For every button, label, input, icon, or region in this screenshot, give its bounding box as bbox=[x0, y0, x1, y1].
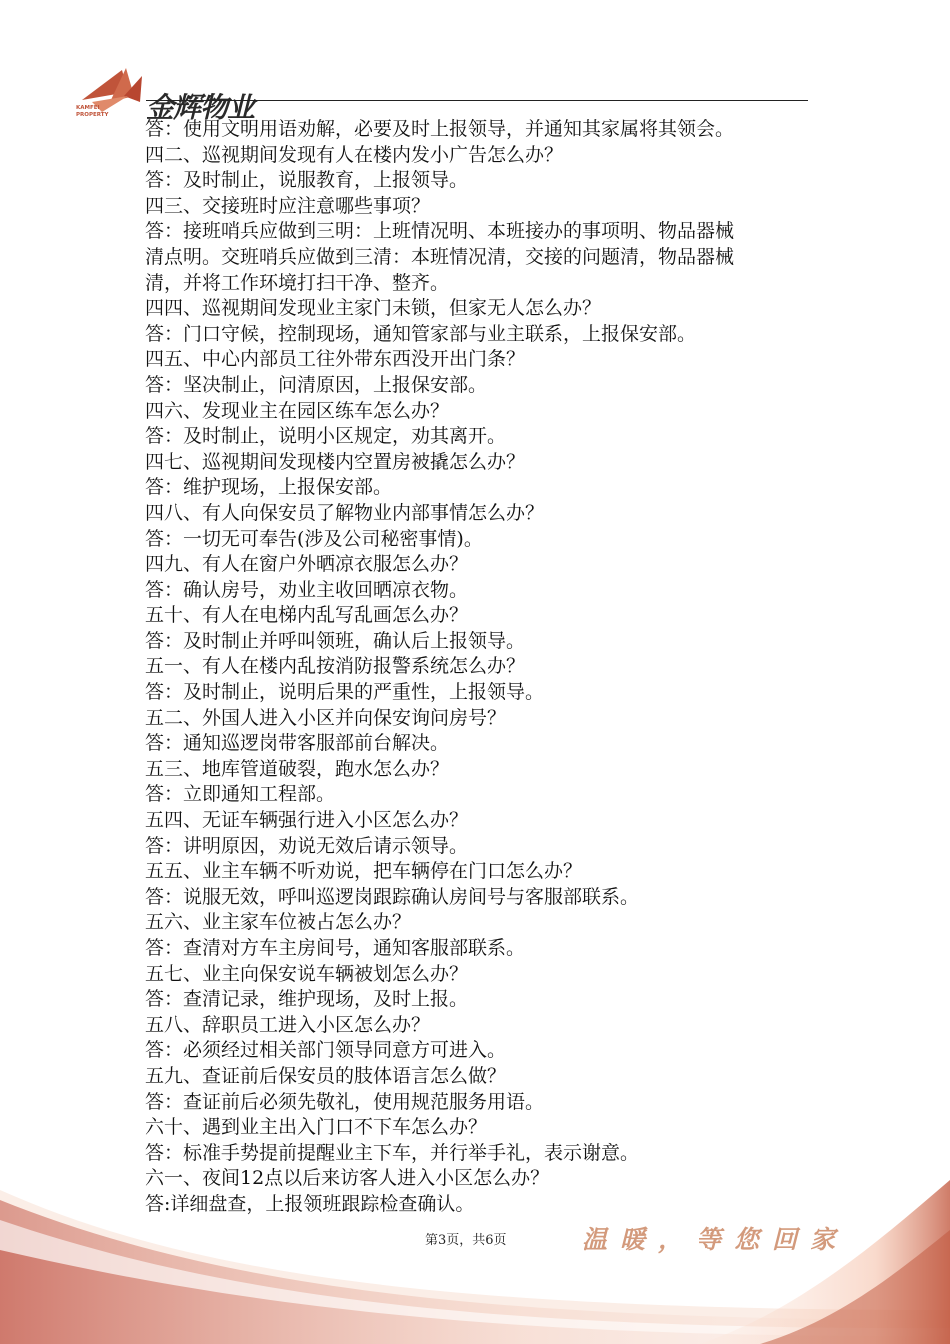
text-line: 四六、发现业主在园区练车怎么办？ bbox=[145, 399, 450, 422]
page-number: 第3页，共6页 bbox=[425, 1233, 507, 1248]
header-rule bbox=[146, 100, 808, 101]
text-line: 答：查清对方车主房间号，通知客服部联系。 bbox=[145, 937, 526, 959]
text-line: 五四、无证车辆强行进入小区怎么办？ bbox=[145, 809, 469, 832]
svg-text:PROPERTY: PROPERTY bbox=[76, 112, 109, 118]
text-line: 四七、巡视期间发现楼内空置房被撬怎么办？ bbox=[145, 450, 526, 473]
text-line: 五七、业主向保安说车辆被划怎么办？ bbox=[145, 962, 469, 985]
text-line: 答：讲明原因，劝说无效后请示领导。 bbox=[145, 834, 469, 857]
text-line: 清，并将工作环境打扫干净、整齐。 bbox=[145, 271, 450, 294]
text-line: 四四、巡视期间发现业主家门未锁，但家无人怎么办？ bbox=[145, 297, 602, 320]
text-line: 四九、有人在窗户外晒凉衣服怎么办？ bbox=[145, 553, 469, 576]
text-line: 答：说服无效，呼叫巡逻岗跟踪确认房间号与客服部联系。 bbox=[145, 885, 640, 908]
text-line: 答：查清记录，维护现场，及时上报。 bbox=[145, 988, 469, 1011]
text-line: 五十、有人在电梯内乱写乱画怎么办？ bbox=[145, 604, 469, 627]
text-line: 答：门口守候，控制现场，通知管家部与业主联系，上报保安部。 bbox=[145, 322, 697, 345]
text-line: 答：一切无可奉告(涉及公司秘密事情)。 bbox=[145, 527, 483, 550]
text-line: 四二、巡视期间发现有人在楼内发小广告怎么办？ bbox=[145, 143, 564, 166]
text-line: 六十、遇到业主出入门口不下车怎么办？ bbox=[145, 1116, 488, 1139]
text-line: 答：维护现场，上报保安部。 bbox=[145, 476, 393, 499]
text-line: 答：立即通知工程部。 bbox=[145, 783, 336, 806]
text-line: 答：标准手势提前提醒业主下车，并行举手礼，表示谢意。 bbox=[145, 1141, 640, 1164]
text-line: 答：及时制止，说明小区规定，劝其离开。 bbox=[145, 425, 507, 448]
text-line: 四八、有人向保安员了解物业内部事情怎么办？ bbox=[145, 501, 545, 524]
footer-slogan: 温暖，等您回家 bbox=[582, 1225, 849, 1254]
text-line: 六一、夜间12点以后来访客人进入小区怎么办？ bbox=[145, 1167, 550, 1190]
text-line: 答：接班哨兵应做到三明：上班情况明、本班接办的事项明、物品器械 bbox=[145, 220, 735, 243]
text-line: 四三、交接班时应注意哪些事项？ bbox=[145, 194, 431, 217]
document-body bbox=[145, 117, 825, 1218]
text-line: 答：及时制止，说服教育，上报领导。 bbox=[145, 169, 469, 192]
svg-text:KAMFEI: KAMFEI bbox=[76, 105, 100, 111]
text-line: 五六、业主家车位被占怎么办？ bbox=[145, 911, 412, 934]
text-line: 五五、业主车辆不听劝说，把车辆停在门口怎么办？ bbox=[145, 860, 583, 883]
text-line: 答：使用文明用语劝解，必要及时上报领导，并通知其家属将其领会。 bbox=[145, 118, 735, 140]
text-line: 答：及时制止并呼叫领班，确认后上报领导。 bbox=[145, 629, 526, 652]
text-line: 五九、查证前后保安员的肢体语言怎么做？ bbox=[145, 1064, 507, 1087]
text-line: 答：确认房号，劝业主收回晒凉衣物。 bbox=[145, 578, 469, 601]
text-line: 答：通知巡逻岗带客服部前台解决。 bbox=[145, 732, 450, 755]
text-line: 五一、有人在楼内乱按消防报警系统怎么办？ bbox=[145, 655, 526, 678]
text-line: 五三、地库管道破裂，跑水怎么办？ bbox=[145, 757, 450, 780]
text-line: 答：坚决制止，问清原因，上报保安部。 bbox=[145, 373, 488, 396]
text-line: 答:详细盘查，上报领班跟踪检查确认。 bbox=[145, 1192, 475, 1215]
text-line: 四五、中心内部员工往外带东西没开出门条？ bbox=[145, 348, 526, 371]
text-line: 答：查证前后必须先敬礼，使用规范服务用语。 bbox=[145, 1090, 545, 1113]
text-line: 五八、辞职员工进入小区怎么办？ bbox=[145, 1013, 431, 1036]
text-line: 答：及时制止，说明后果的严重性，上报领导。 bbox=[145, 681, 545, 704]
brand-name: 金辉物业 bbox=[146, 91, 255, 124]
text-line: 答：必须经过相关部门领导同意方可进入。 bbox=[145, 1039, 507, 1062]
text-line: 五二、外国人进入小区并向保安询问房号？ bbox=[145, 706, 507, 729]
text-line: 清点明。交班哨兵应做到三清：本班情况清，交接的问题清，物品器械 bbox=[145, 245, 735, 268]
